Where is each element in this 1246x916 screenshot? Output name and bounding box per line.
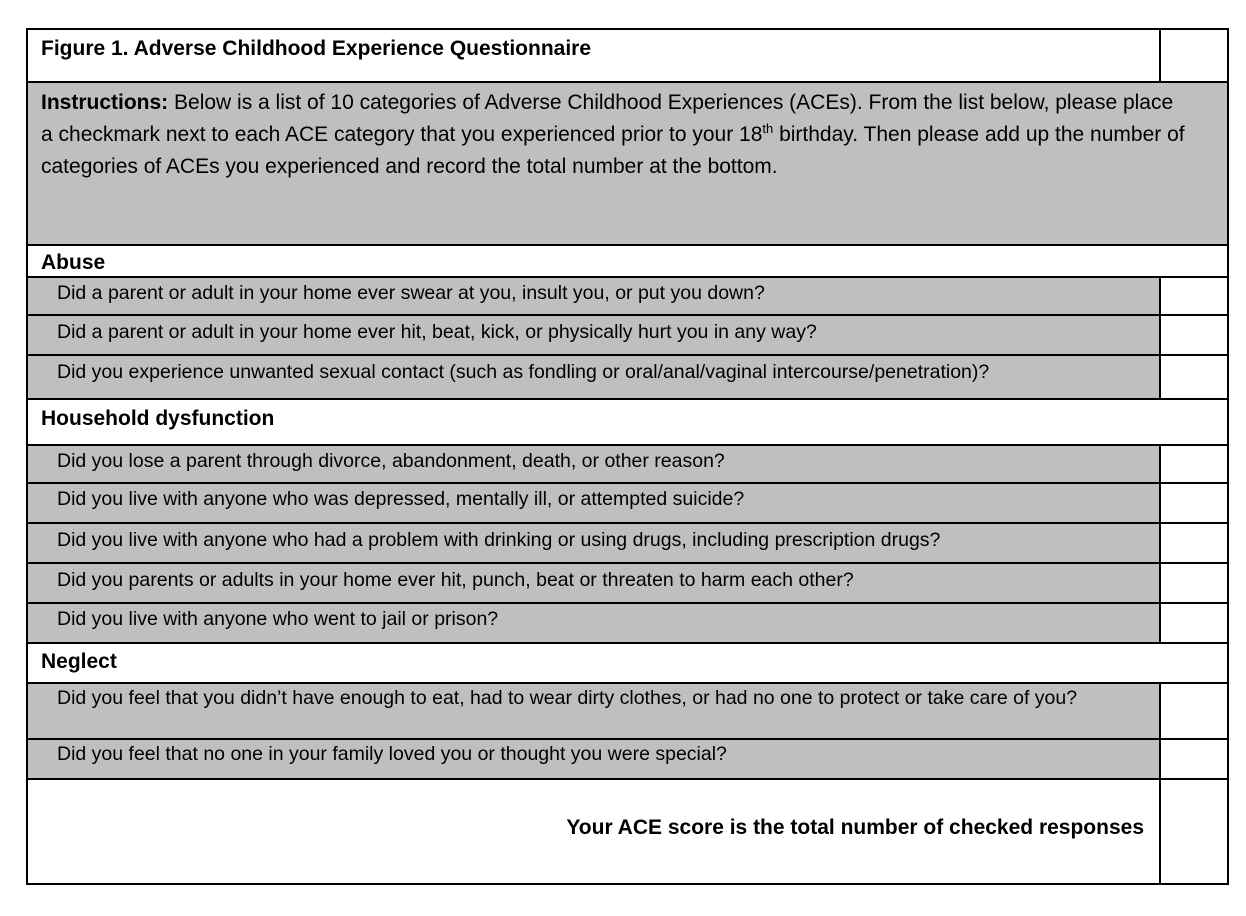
- question-row: [28, 682, 1227, 738]
- section-header-neglect: [28, 642, 1227, 682]
- title-cell: [1159, 30, 1227, 81]
- section-header-household-dysfunction: [28, 398, 1227, 444]
- question-text: Did a parent or adult in your home ever swear at you, insult you, or put you down?: [57, 282, 765, 304]
- question-text: Did you live with anyone who had a problem with drinking or using drugs, including prescription drugs?: [57, 529, 941, 551]
- question-row: [28, 482, 1227, 522]
- checkbox-cell[interactable]: [1159, 316, 1227, 354]
- checkbox-cell[interactable]: [1159, 524, 1227, 562]
- ace-questionnaire-form: [26, 28, 1229, 885]
- checkbox-cell[interactable]: [1159, 278, 1227, 314]
- question-row: [28, 738, 1227, 778]
- question-text: Did you parents or adults in your home ever hit, punch, beat or threaten to harm each other?: [57, 569, 854, 591]
- question-text: Did you lose a parent through divorce, abandonment, death, or other reason?: [57, 450, 725, 472]
- checkbox-cell[interactable]: [1159, 446, 1227, 482]
- checkbox-cell[interactable]: [1159, 684, 1227, 738]
- checkbox-cell[interactable]: [1159, 564, 1227, 602]
- instructions-body-2: birthday. Then please add up the number of categories of ACEs you experienced and record the total number at the bottom.: [41, 123, 1185, 178]
- question-row: [28, 602, 1227, 642]
- question-row: [28, 354, 1227, 398]
- checkbox-cell[interactable]: [1159, 356, 1227, 398]
- checkbox-cell[interactable]: [1159, 604, 1227, 642]
- question-text: Did you live with anyone who went to jail or prison?: [57, 608, 499, 630]
- form-title: Figure 1. Adverse Childhood Experience Questionnaire: [41, 37, 592, 60]
- question-row: [28, 522, 1227, 562]
- checkbox-cell[interactable]: [1159, 740, 1227, 778]
- instructions-text: [28, 83, 1227, 183]
- section-header-abuse: [28, 244, 1227, 276]
- question-row: [28, 444, 1227, 482]
- instructions-label: Instructions:: [41, 91, 169, 114]
- question-text: Did you experience unwanted sexual contact (such as fondling or oral/anal/vaginal intercourse/penetration)?: [57, 361, 990, 383]
- section-heading: Neglect: [41, 650, 117, 673]
- question-text: Did you feel that no one in your family loved you or thought you were special?: [57, 743, 727, 765]
- instructions-superscript: th: [762, 121, 774, 136]
- instructions-body-1: Below is a list of 10 categories of Adverse Childhood Experiences (ACEs). From the list below, please place a checkmark next to each ACE category that you experienced prior to your 18: [41, 91, 1174, 146]
- question-text: Did you feel that you didn’t have enough to eat, had to wear dirty clothes, or had no one to protect or take care of you?: [57, 687, 1078, 709]
- section-heading: Abuse: [41, 251, 106, 274]
- score-row: [28, 778, 1227, 883]
- question-text: Did a parent or adult in your home ever hit, beat, kick, or physically hurt you in any way?: [57, 321, 817, 343]
- score-total-cell[interactable]: [1159, 780, 1227, 883]
- section-heading: Household dysfunction: [41, 407, 275, 430]
- title-row: [28, 30, 1227, 81]
- question-text: Did you live with anyone who was depressed, mentally ill, or attempted suicide?: [57, 488, 745, 510]
- score-label: Your ACE score is the total number of checked responses: [566, 816, 1144, 839]
- instructions-row: [28, 81, 1227, 244]
- question-row: [28, 276, 1227, 314]
- checkbox-cell[interactable]: [1159, 484, 1227, 522]
- question-row: [28, 562, 1227, 602]
- question-row: [28, 314, 1227, 354]
